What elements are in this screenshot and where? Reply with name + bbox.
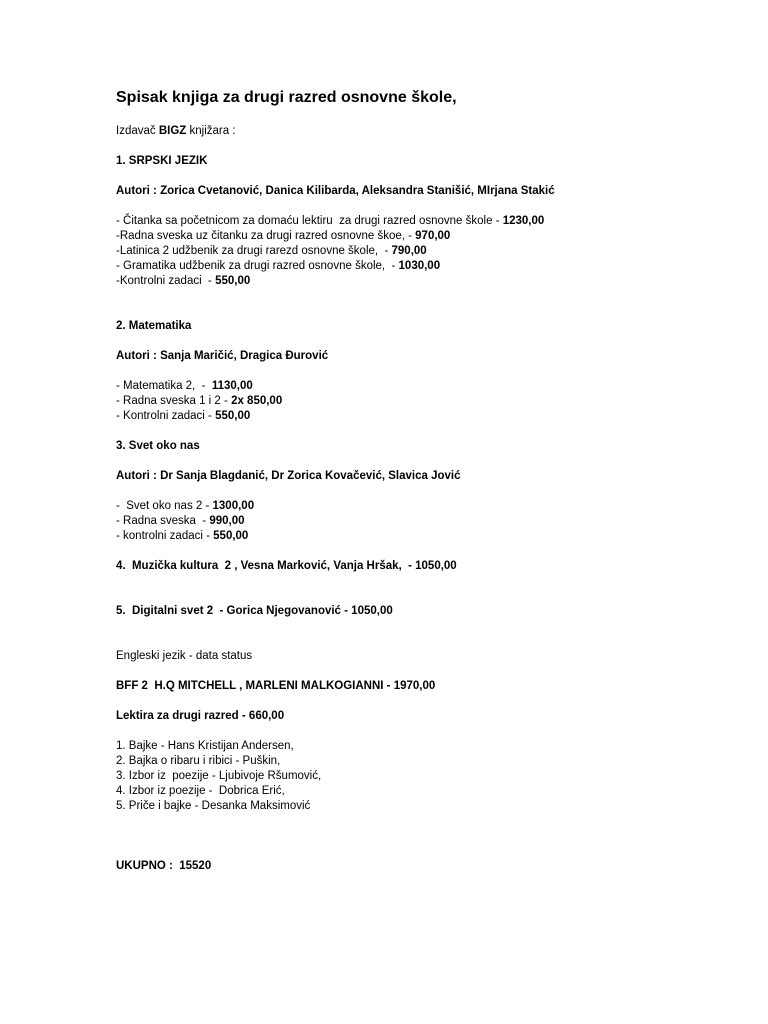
item-price: 970,00 [415,230,451,242]
item-price: 550,00 [213,530,249,542]
item-price: 1300,00 [212,500,255,512]
list-item: -Kontrolni zadaci - 550,00 [116,275,251,287]
list-item: -Latinica 2 udžbenik za drugi rarezd osnovne škole, - 790,00 [116,245,427,257]
document-page [116,88,736,874]
digital-line: 5. Digitalni svet 2 - Gorica Njegovanović - 1050,00 [116,605,393,617]
lektira-item: 1. Bajke - Hans Kristijan Andersen, [116,740,294,752]
section-heading: 1. SRPSKI JEZIK [116,155,208,167]
list-item: - kontrolni zadaci - 550,00 [116,530,249,542]
list-item: - Matematika 2, - 1130,00 [116,380,253,392]
lektira-item: 4. Izbor iz poezije - Dobrica Erić, [116,785,285,797]
list-item: - Gramatika udžbenik za drugi razred osnovne škole, - 1030,00 [116,260,441,272]
item-price: 550,00 [215,275,251,287]
list-item: - Kontrolni zadaci - 550,00 [116,410,251,422]
total-line: UKUPNO : 15520 [116,860,212,872]
item-price: 790,00 [391,245,427,257]
section-authors: Autori : Zorica Cvetanović, Danica Kilibarda, Aleksandra Stanišić, MIrjana Stakić [116,185,555,197]
lektira-item: 3. Izbor iz poezije - Ljubivoje Ršumović, [116,770,322,782]
english-book: BFF 2 H.Q MITCHELL , MARLENI MALKOGIANNI - 1970,00 [116,680,436,692]
list-item: - Radna sveska 1 i 2 - 2x 850,00 [116,395,283,407]
list-item: - Svet oko nas 2 - 1300,00 [116,500,255,512]
section-heading: 3. Svet oko nas [116,440,200,452]
item-price: 550,00 [215,410,251,422]
publisher-name: BIGZ [158,125,187,137]
list-item: - Radna sveska - 990,00 [116,515,245,527]
item-price: 2x 850,00 [231,395,283,407]
list-item: -Radna sveska uz čitanku za drugi razred osnovne škoe, - 970,00 [116,230,451,242]
publisher-line [116,124,736,139]
item-price: 1230,00 [502,215,545,227]
publisher-prefix: Izdavač [116,125,159,137]
publisher-suffix: knjižara : [186,125,236,137]
english-label: Engleski jezik - data status [116,650,253,662]
section-authors: Autori : Dr Sanja Blagdanić, Dr Zorica Kovačević, Slavica Jović [116,470,461,482]
list-item: - Čitanka sa početnicom za domaću lektiru za drugi razred osnovne škole - 1230,00 [116,215,545,227]
document-title: Spisak knjiga za drugi razred osnovne škole, [116,89,457,106]
item-price: 1030,00 [398,260,441,272]
lektira-item: 2. Bajka o ribaru i ribici - Puškin, [116,755,281,767]
music-line: 4. Muzička kultura 2 , Vesna Marković, Vanja Hršak, - 1050,00 [116,560,457,572]
lektira-heading: Lektira za drugi razred - 660,00 [116,710,285,722]
section-authors: Autori : Sanja Maričić, Dragica Đurović [116,350,329,362]
lektira-item: 5. Priče i bajke - Desanka Maksimović [116,800,311,812]
item-price: 1130,00 [211,380,253,392]
item-price: 990,00 [209,515,245,527]
section-heading: 2. Matematika [116,320,192,332]
